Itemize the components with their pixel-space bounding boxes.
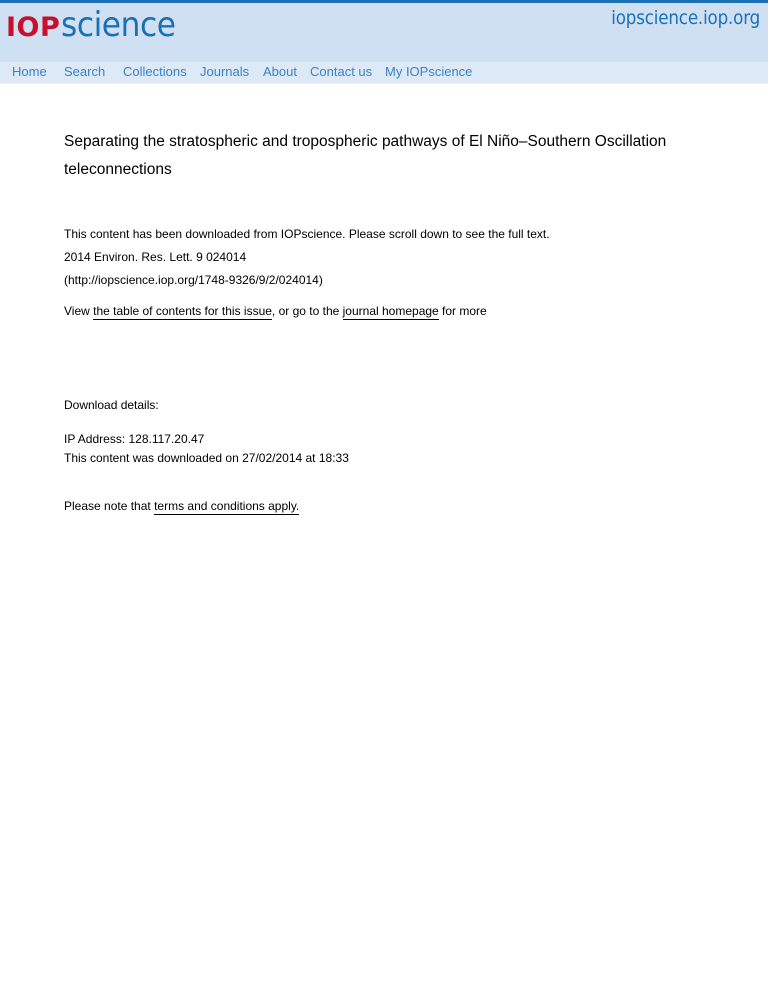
view-more-line <box>64 304 487 318</box>
article-url: (http://iopscience.iop.org/1748-9326/9/2/024014) <box>64 273 323 287</box>
logo-iop-text: IOP <box>6 12 61 43</box>
nav-home[interactable]: Home <box>12 64 47 79</box>
article-title: Separating the stratospheric and tropospheric pathways of El Niño–Southern Oscillation teleconnections <box>64 133 667 178</box>
nav-about[interactable]: About <box>263 64 297 79</box>
view-prefix: View <box>64 304 94 318</box>
journal-homepage-link[interactable]: journal homepage <box>342 304 439 318</box>
terms-link[interactable]: terms and conditions apply. <box>154 499 300 513</box>
download-date: This content was downloaded on 27/02/2014 at 18:33 <box>64 451 349 465</box>
logo-science-text: science <box>61 5 176 45</box>
nav-collections[interactable]: Collections <box>123 64 187 79</box>
terms-prefix: Please note that <box>64 499 155 513</box>
iopscience-logo[interactable] <box>6 5 186 45</box>
nav-journals[interactable]: Journals <box>200 64 250 79</box>
site-domain[interactable]: iopscience.iop.org <box>611 7 760 29</box>
terms-line <box>64 499 299 513</box>
article-citation: 2014 Environ. Res. Lett. 9 024014 <box>64 250 247 264</box>
nav-my-iopscience[interactable]: My IOPscience <box>385 64 473 79</box>
download-notice: This content has been downloaded from IOPscience. Please scroll down to see the full text. <box>64 227 550 241</box>
nav-contact-us[interactable]: Contact us <box>310 64 373 79</box>
view-middle: , or go to the <box>271 304 343 318</box>
site-header <box>0 3 768 62</box>
nav-search[interactable]: Search <box>64 64 106 79</box>
download-details-heading: Download details: <box>64 398 159 412</box>
view-suffix: for more <box>438 304 487 318</box>
toc-link[interactable]: the table of contents for this issue <box>93 304 272 318</box>
ip-address: IP Address: 128.117.20.47 <box>64 432 205 446</box>
main-nav <box>0 62 768 84</box>
